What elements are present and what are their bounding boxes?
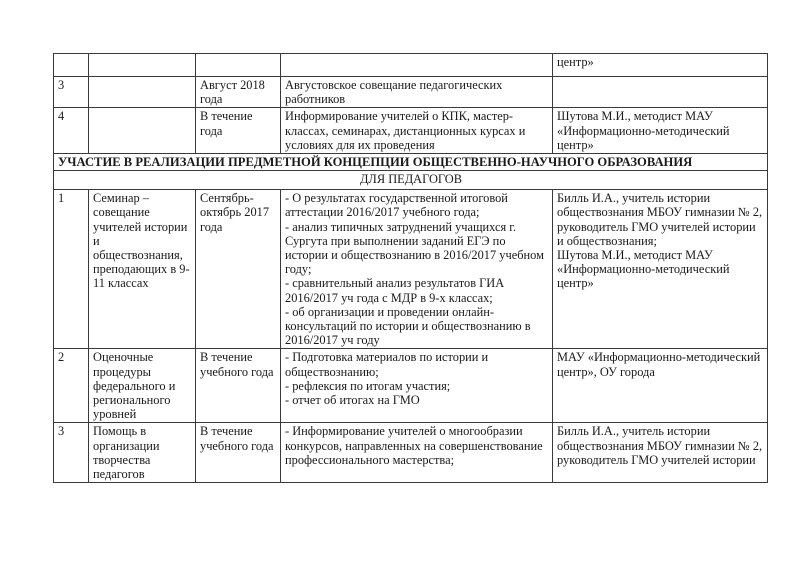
table-row xyxy=(54,108,768,154)
cell-num xyxy=(54,54,89,77)
cell-name: Семинар – совещание учителей истории и обществознания, преподающих в 9-11 классах xyxy=(89,190,196,349)
content-line: - сравнительный анализ результатов ГИА 2016/2017 уч года с МДР в 9-х классах; xyxy=(285,276,505,305)
section-title: УЧАСТИЕ В РЕАЛИЗАЦИИ ПРЕДМЕТНОЙ КОНЦЕПЦИИ ОБЩЕСТВЕННО-НАУЧНОГО ОБРАЗОВАНИЯ xyxy=(54,154,768,171)
responsible-line: Шутова М.И., методист МАУ «Информационно-методический центр» xyxy=(557,248,730,291)
content-line: - анализ типичных затруднений учащихся г. Сургута при выполнении заданий ЕГЭ по истории и обществознанию в 2016/2017 учебном году; xyxy=(285,219,544,277)
subsection-title: ДЛЯ ПЕДАГОГОВ xyxy=(54,171,768,190)
cell-name: Помощь в организации творчества педагогов xyxy=(89,423,196,483)
content-line: - Подготовка материалов по истории и обществознанию; xyxy=(285,350,489,379)
cell-content xyxy=(281,190,553,349)
content-line: - об организации и проведении онлайн-консультаций по истории и обществознанию в 2016/2017 уч году xyxy=(285,304,531,348)
responsible-line: Билль И.А., учитель истории обществознания МБОУ гимназии № 2, руководитель ГМО учителей истории xyxy=(557,424,763,467)
cell-responsible: центр» xyxy=(553,54,768,77)
cell-date: В течение учебного года xyxy=(196,349,281,423)
content-line: - О результатах государственной итоговой аттестации 2016/2017 учебного года; xyxy=(285,191,508,220)
cell-name xyxy=(89,77,196,108)
cell-num: 2 xyxy=(54,349,89,423)
content-line: - отчет об итогах на ГМО xyxy=(285,393,420,408)
cell-responsible xyxy=(553,349,768,423)
cell-content: Августовское совещание педагогических работников xyxy=(281,77,553,108)
cell-responsible xyxy=(553,190,768,349)
subsection-header-row xyxy=(54,171,768,190)
cell-content xyxy=(281,349,553,423)
table-row xyxy=(54,190,768,349)
cell-content xyxy=(281,423,553,483)
cell-date xyxy=(196,54,281,77)
cell-num: 3 xyxy=(54,423,89,483)
cell-num: 1 xyxy=(54,190,89,349)
cell-date: В течение года xyxy=(196,108,281,154)
table-row xyxy=(54,423,768,483)
table-row xyxy=(54,349,768,423)
cell-responsible: Шутова М.И., методист МАУ «Информационно-методический центр» xyxy=(553,108,768,154)
cell-name xyxy=(89,108,196,154)
cell-date: Сентябрь-октябрь 2017 года xyxy=(196,190,281,349)
cell-num: 3 xyxy=(54,77,89,108)
cell-num: 4 xyxy=(54,108,89,154)
cell-date: В течение учебного года xyxy=(196,423,281,483)
cell-responsible xyxy=(553,77,768,108)
cell-content: Информирование учителей о КПК, мастер-классах, семинарах, дистанционных курсах и условиях для их проведения xyxy=(281,108,553,154)
cell-name: Оценочные процедуры федерального и регионального уровней xyxy=(89,349,196,423)
responsible-line: МАУ «Информационно-методический центр», ОУ города xyxy=(557,350,761,379)
content-line: - Информирование учителей о многообразии конкурсов, направленных на совершенствование профессионального мастерства; xyxy=(285,424,543,467)
content-line: - рефлексия по итогам участия; xyxy=(285,378,451,393)
cell-content xyxy=(281,54,553,77)
plan-table xyxy=(53,53,768,483)
cell-responsible xyxy=(553,423,768,483)
section-header-row xyxy=(54,154,768,171)
table-row xyxy=(54,54,768,77)
responsible-line: Билль И.А., учитель истории обществознания МБОУ гимназии № 2, руководитель ГМО учителей истории и обществознания; xyxy=(557,191,763,248)
cell-date: Август 2018 года xyxy=(196,77,281,108)
cell-name xyxy=(89,54,196,77)
table-row xyxy=(54,77,768,108)
